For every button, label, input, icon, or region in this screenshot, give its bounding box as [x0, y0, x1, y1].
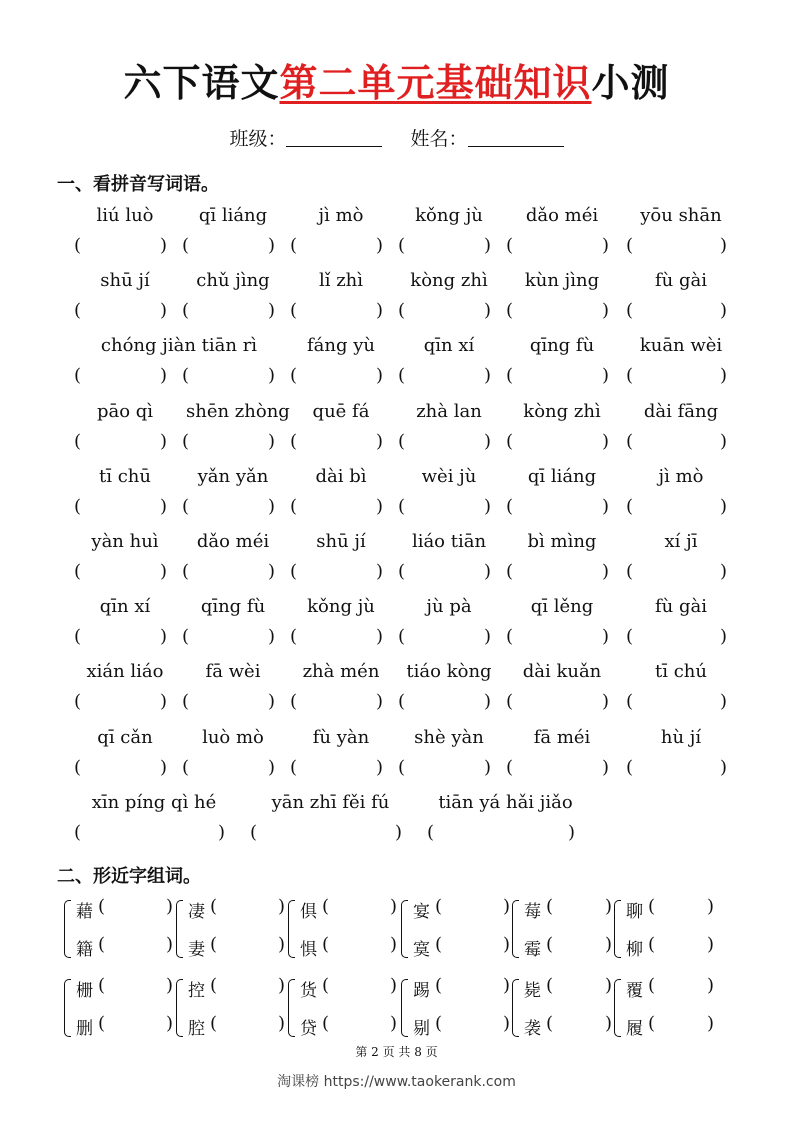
answer-bracket-close: ) — [268, 365, 276, 386]
group-brace — [64, 979, 71, 1037]
answer-bracket-close: ) — [376, 496, 384, 517]
answer-bracket-close: ) — [484, 626, 492, 647]
answer-bracket-open[interactable]: ( — [506, 691, 514, 712]
answer-bracket-close: ) — [268, 235, 276, 256]
answer-bracket-close: ) — [160, 496, 168, 517]
pinyin-word: fù gài — [655, 596, 707, 617]
pinyin-word: fù gài — [655, 270, 707, 291]
answer-bracket-open[interactable]: ( — [74, 757, 82, 778]
answer-bracket-open[interactable]: ( — [435, 934, 443, 955]
pinyin-word: jù pà — [426, 596, 472, 617]
answer-bracket-close: ) — [503, 1013, 511, 1034]
pinyin-word: qī liáng — [198, 205, 268, 226]
answer-bracket-close: ) — [268, 300, 276, 321]
answer-bracket-open[interactable]: ( — [626, 561, 634, 582]
pinyin-word: tiān yá hǎi jiǎo — [438, 792, 573, 813]
answer-bracket-close: ) — [268, 626, 276, 647]
answer-bracket-open[interactable]: ( — [290, 365, 298, 386]
pinyin-word: tiáo kòng — [406, 661, 492, 682]
answer-bracket-open[interactable]: ( — [74, 626, 82, 647]
answer-bracket-close: ) — [503, 975, 511, 996]
answer-bracket-open[interactable]: ( — [74, 691, 82, 712]
answer-bracket-open[interactable]: ( — [398, 626, 406, 647]
answer-bracket-open[interactable]: ( — [435, 896, 443, 917]
answer-bracket-close: ) — [484, 757, 492, 778]
answer-bracket-close: ) — [166, 1013, 174, 1034]
similar-char: 控 — [188, 981, 205, 1001]
answer-bracket-open[interactable]: ( — [506, 300, 514, 321]
answer-bracket-close: ) — [376, 757, 384, 778]
pinyin-word: zhà lan — [416, 401, 482, 422]
answer-bracket-open[interactable]: ( — [398, 561, 406, 582]
pinyin-word: wèi jù — [421, 466, 477, 487]
answer-bracket-close: ) — [484, 691, 492, 712]
pinyin-word: kuān wèi — [639, 335, 723, 356]
answer-bracket-open[interactable]: ( — [546, 1013, 554, 1034]
answer-bracket-close: ) — [376, 561, 384, 582]
section2-title: 二、形近字组词。 — [57, 866, 201, 887]
answer-bracket-close: ) — [268, 496, 276, 517]
similar-char: 寞 — [413, 940, 430, 960]
answer-bracket-open[interactable]: ( — [290, 235, 298, 256]
answer-bracket-close: ) — [376, 365, 384, 386]
answer-bracket-open[interactable]: ( — [322, 975, 330, 996]
similar-char: 俱 — [300, 902, 317, 922]
group-brace — [614, 900, 621, 958]
answer-bracket-close: ) — [484, 365, 492, 386]
answer-bracket-close: ) — [268, 431, 276, 452]
answer-bracket-close: ) — [160, 300, 168, 321]
similar-char: 履 — [626, 1019, 643, 1039]
pinyin-word: kòng zhì — [523, 401, 601, 422]
group-brace — [401, 979, 408, 1037]
answer-bracket-open[interactable]: ( — [210, 1013, 218, 1034]
pinyin-word: dài fāng — [643, 401, 719, 422]
pinyin-word: quē fá — [312, 401, 370, 422]
group-brace — [64, 900, 71, 958]
pinyin-word: yōu shān — [640, 205, 722, 226]
answer-bracket-close: ) — [376, 300, 384, 321]
answer-bracket-close: ) — [160, 561, 168, 582]
answer-bracket-close: ) — [218, 822, 226, 843]
answer-bracket-open[interactable]: ( — [435, 975, 443, 996]
answer-bracket-open[interactable]: ( — [210, 975, 218, 996]
answer-bracket-open[interactable]: ( — [290, 431, 298, 452]
answer-bracket-open[interactable]: ( — [546, 975, 554, 996]
title-suffix: 小测 — [591, 61, 670, 105]
similar-char: 毙 — [524, 981, 541, 1001]
answer-bracket-close: ) — [605, 934, 613, 955]
pinyin-word: kùn jìng — [524, 270, 600, 291]
pinyin-word: fā wèi — [205, 661, 261, 682]
answer-bracket-close: ) — [707, 1013, 715, 1034]
answer-bracket-open[interactable]: ( — [182, 235, 190, 256]
pinyin-word: yǎn yǎn — [197, 466, 269, 487]
group-brace — [401, 900, 408, 958]
pinyin-word: lǐ zhì — [318, 270, 364, 291]
pinyin-word: luò mò — [202, 727, 264, 748]
answer-bracket-open[interactable]: ( — [290, 496, 298, 517]
answer-bracket-open[interactable]: ( — [322, 1013, 330, 1034]
answer-bracket-open[interactable]: ( — [210, 934, 218, 955]
similar-char: 宴 — [413, 902, 430, 922]
answer-bracket-close: ) — [720, 496, 728, 517]
answer-bracket-close: ) — [268, 757, 276, 778]
similar-char: 聊 — [626, 902, 643, 922]
pinyin-word: fā méi — [533, 727, 591, 748]
group-brace — [176, 979, 183, 1037]
pinyin-word: yān zhī fěi fú — [271, 792, 390, 813]
similar-char: 籍 — [76, 940, 93, 960]
answer-bracket-open[interactable]: ( — [546, 934, 554, 955]
pinyin-word: shēn zhòng — [186, 401, 290, 422]
pinyin-word: fù yàn — [312, 727, 370, 748]
pinyin-word: qī cǎn — [97, 727, 153, 748]
pinyin-word: dài bì — [315, 466, 367, 487]
answer-bracket-close: ) — [720, 561, 728, 582]
answer-bracket-open[interactable]: ( — [398, 757, 406, 778]
answer-bracket-close: ) — [166, 896, 174, 917]
pinyin-word: kǒng jù — [415, 205, 483, 226]
answer-bracket-open[interactable]: ( — [182, 365, 190, 386]
answer-bracket-open[interactable]: ( — [506, 561, 514, 582]
pinyin-word: shū jí — [316, 531, 366, 552]
pinyin-word: liáo tiān — [411, 531, 487, 552]
page-footer: 第 2 页 共 8 页 — [355, 1045, 438, 1059]
pinyin-word: kòng zhì — [410, 270, 488, 291]
answer-bracket-open[interactable]: ( — [506, 235, 514, 256]
similar-char: 货 — [300, 981, 317, 1001]
pinyin-word: chóng jiàn tiān rì — [100, 335, 258, 356]
answer-bracket-open[interactable]: ( — [74, 561, 82, 582]
pinyin-word: dǎo méi — [196, 531, 270, 552]
pinyin-word: pāo qì — [96, 401, 154, 422]
pinyin-word: jì mò — [658, 466, 704, 487]
similar-char: 踢 — [413, 981, 430, 1001]
similar-char: 惧 — [300, 940, 317, 960]
answer-bracket-open[interactable]: ( — [290, 300, 298, 321]
answer-bracket-close: ) — [602, 757, 610, 778]
pinyin-word: qī liáng — [527, 466, 597, 487]
answer-bracket-open[interactable]: ( — [98, 896, 106, 917]
similar-char: 贷 — [300, 1019, 317, 1039]
answer-bracket-close: ) — [720, 626, 728, 647]
pinyin-word: dài kuǎn — [522, 661, 602, 682]
name-label: 姓名： — [410, 128, 468, 150]
pinyin-word: qīng fù — [529, 335, 595, 356]
answer-bracket-open[interactable]: ( — [626, 496, 634, 517]
answer-bracket-close: ) — [376, 431, 384, 452]
similar-char: 柳 — [626, 940, 643, 960]
answer-bracket-open[interactable]: ( — [398, 365, 406, 386]
answer-bracket-open[interactable]: ( — [182, 626, 190, 647]
answer-bracket-open[interactable]: ( — [626, 431, 634, 452]
answer-bracket-open[interactable]: ( — [626, 300, 634, 321]
pinyin-word: qīn xí — [99, 596, 151, 617]
answer-bracket-close: ) — [602, 626, 610, 647]
answer-bracket-open[interactable]: ( — [250, 822, 258, 843]
answer-bracket-open[interactable]: ( — [290, 757, 298, 778]
name-blank[interactable] — [468, 128, 564, 147]
answer-bracket-close: ) — [160, 431, 168, 452]
section1-title: 一、看拼音写词语。 — [57, 174, 219, 195]
answer-bracket-open[interactable]: ( — [74, 300, 82, 321]
answer-bracket-open[interactable]: ( — [74, 496, 82, 517]
answer-bracket-close: ) — [160, 626, 168, 647]
pinyin-word: bì mìng — [527, 531, 597, 552]
group-brace — [512, 979, 519, 1037]
answer-bracket-open[interactable]: ( — [506, 365, 514, 386]
answer-bracket-open[interactable]: ( — [98, 1013, 106, 1034]
answer-bracket-close: ) — [376, 235, 384, 256]
answer-bracket-open[interactable]: ( — [626, 626, 634, 647]
group-brace — [288, 900, 295, 958]
group-brace — [614, 979, 621, 1037]
answer-bracket-close: ) — [395, 822, 403, 843]
title-prefix: 六下语文 — [123, 61, 280, 105]
group-brace — [512, 900, 519, 958]
answer-bracket-open[interactable]: ( — [74, 822, 82, 843]
answer-bracket-open[interactable]: ( — [546, 896, 554, 917]
class-blank[interactable] — [286, 128, 382, 147]
page-title — [0, 52, 793, 107]
answer-bracket-close: ) — [484, 300, 492, 321]
answer-bracket-close: ) — [503, 934, 511, 955]
answer-bracket-close: ) — [605, 896, 613, 917]
answer-bracket-open[interactable]: ( — [506, 496, 514, 517]
answer-bracket-close: ) — [160, 691, 168, 712]
pinyin-word: fáng yù — [307, 335, 375, 356]
answer-bracket-open[interactable]: ( — [290, 691, 298, 712]
pinyin-word: kǒng jù — [307, 596, 375, 617]
pinyin-word: xīn píng qì hé — [91, 792, 217, 813]
pinyin-word: liú luò — [96, 205, 154, 226]
pinyin-word: shè yàn — [414, 727, 484, 748]
answer-bracket-open[interactable]: ( — [182, 496, 190, 517]
answer-bracket-close: ) — [707, 975, 715, 996]
answer-bracket-open[interactable]: ( — [182, 757, 190, 778]
answer-bracket-close: ) — [390, 1013, 398, 1034]
answer-bracket-close: ) — [484, 561, 492, 582]
answer-bracket-open[interactable]: ( — [182, 691, 190, 712]
answer-bracket-close: ) — [484, 235, 492, 256]
answer-bracket-close: ) — [602, 300, 610, 321]
class-label: 班级： — [229, 128, 287, 150]
similar-char: 删 — [76, 1019, 93, 1039]
answer-bracket-open[interactable]: ( — [626, 757, 634, 778]
answer-bracket-open[interactable]: ( — [398, 431, 406, 452]
answer-bracket-close: ) — [268, 561, 276, 582]
similar-char: 莓 — [524, 902, 541, 922]
answer-bracket-close: ) — [390, 975, 398, 996]
answer-bracket-close: ) — [376, 626, 384, 647]
answer-bracket-open[interactable]: ( — [74, 431, 82, 452]
answer-bracket-close: ) — [602, 365, 610, 386]
pinyin-word: chǔ jìng — [196, 270, 270, 291]
answer-bracket-close: ) — [605, 1013, 613, 1034]
pinyin-word: qī lěng — [530, 596, 594, 617]
answer-bracket-open[interactable]: ( — [98, 934, 106, 955]
similar-char: 腔 — [188, 1019, 205, 1039]
answer-bracket-close: ) — [278, 975, 286, 996]
answer-bracket-close: ) — [720, 300, 728, 321]
answer-bracket-open[interactable]: ( — [322, 934, 330, 955]
answer-bracket-open[interactable]: ( — [506, 431, 514, 452]
answer-bracket-open[interactable]: ( — [398, 691, 406, 712]
answer-bracket-close: ) — [602, 691, 610, 712]
answer-bracket-open[interactable]: ( — [506, 626, 514, 647]
answer-bracket-close: ) — [720, 235, 728, 256]
answer-bracket-close: ) — [376, 691, 384, 712]
title-highlight: 第二单元基础知识 — [279, 61, 592, 105]
group-brace — [288, 979, 295, 1037]
answer-bracket-open[interactable]: ( — [398, 235, 406, 256]
similar-char: 凄 — [188, 902, 205, 922]
answer-bracket-close: ) — [160, 757, 168, 778]
similar-char: 剔 — [413, 1019, 430, 1039]
answer-bracket-open[interactable]: ( — [506, 757, 514, 778]
answer-bracket-open[interactable]: ( — [435, 1013, 443, 1034]
answer-bracket-open[interactable]: ( — [626, 235, 634, 256]
similar-char: 袭 — [524, 1019, 541, 1039]
answer-bracket-close: ) — [720, 757, 728, 778]
answer-bracket-close: ) — [602, 496, 610, 517]
pinyin-word: tī chú — [655, 661, 707, 682]
pinyin-word: qīn xí — [423, 335, 475, 356]
answer-bracket-close: ) — [268, 691, 276, 712]
answer-bracket-close: ) — [160, 365, 168, 386]
answer-bracket-open[interactable]: ( — [182, 431, 190, 452]
answer-bracket-open[interactable]: ( — [398, 300, 406, 321]
answer-bracket-close: ) — [720, 431, 728, 452]
answer-bracket-open[interactable]: ( — [648, 934, 656, 955]
answer-bracket-close: ) — [166, 975, 174, 996]
similar-char: 栅 — [76, 981, 93, 1001]
answer-bracket-open[interactable]: ( — [626, 365, 634, 386]
similar-char: 霉 — [524, 940, 541, 960]
answer-bracket-close: ) — [720, 365, 728, 386]
answer-bracket-close: ) — [484, 496, 492, 517]
answer-bracket-close: ) — [605, 975, 613, 996]
answer-bracket-close: ) — [602, 431, 610, 452]
student-info — [0, 124, 793, 151]
answer-bracket-close: ) — [166, 934, 174, 955]
answer-bracket-close: ) — [707, 896, 715, 917]
answer-bracket-open[interactable]: ( — [648, 896, 656, 917]
answer-bracket-close: ) — [160, 235, 168, 256]
pinyin-word: tī chū — [99, 466, 151, 487]
pinyin-word: qīng fù — [200, 596, 266, 617]
pinyin-word: shū jí — [100, 270, 150, 291]
pinyin-word: dǎo méi — [525, 205, 599, 226]
answer-bracket-close: ) — [568, 822, 576, 843]
answer-bracket-close: ) — [602, 235, 610, 256]
answer-bracket-open[interactable]: ( — [427, 822, 435, 843]
answer-bracket-open[interactable]: ( — [626, 691, 634, 712]
answer-bracket-open[interactable]: ( — [210, 896, 218, 917]
answer-bracket-open[interactable]: ( — [74, 365, 82, 386]
answer-bracket-close: ) — [278, 934, 286, 955]
answer-bracket-close: ) — [707, 934, 715, 955]
pinyin-word: zhà mén — [302, 661, 380, 682]
answer-bracket-open[interactable]: ( — [648, 975, 656, 996]
answer-bracket-close: ) — [390, 896, 398, 917]
watermark: 淘课榜 https://www.taokerank.com — [277, 1074, 516, 1090]
similar-char: 覆 — [626, 981, 643, 1001]
answer-bracket-open[interactable]: ( — [98, 975, 106, 996]
answer-bracket-close: ) — [390, 934, 398, 955]
pinyin-word: xí jī — [664, 531, 698, 552]
pinyin-word: xián liáo — [86, 661, 164, 682]
answer-bracket-close: ) — [602, 561, 610, 582]
pinyin-word: hù jí — [660, 727, 702, 748]
answer-bracket-close: ) — [278, 896, 286, 917]
answer-bracket-close: ) — [503, 896, 511, 917]
answer-bracket-close: ) — [278, 1013, 286, 1034]
pinyin-word: jì mò — [318, 205, 364, 226]
similar-char: 妻 — [188, 940, 205, 960]
group-brace — [176, 900, 183, 958]
pinyin-word: yàn huì — [91, 531, 159, 552]
answer-bracket-open[interactable]: ( — [322, 896, 330, 917]
answer-bracket-open[interactable]: ( — [648, 1013, 656, 1034]
answer-bracket-open[interactable]: ( — [74, 235, 82, 256]
answer-bracket-close: ) — [484, 431, 492, 452]
answer-bracket-open[interactable]: ( — [182, 300, 190, 321]
answer-bracket-open[interactable]: ( — [290, 561, 298, 582]
answer-bracket-close: ) — [720, 691, 728, 712]
similar-char: 藉 — [76, 902, 93, 922]
answer-bracket-open[interactable]: ( — [398, 496, 406, 517]
answer-bracket-open[interactable]: ( — [182, 561, 190, 582]
answer-bracket-open[interactable]: ( — [290, 626, 298, 647]
